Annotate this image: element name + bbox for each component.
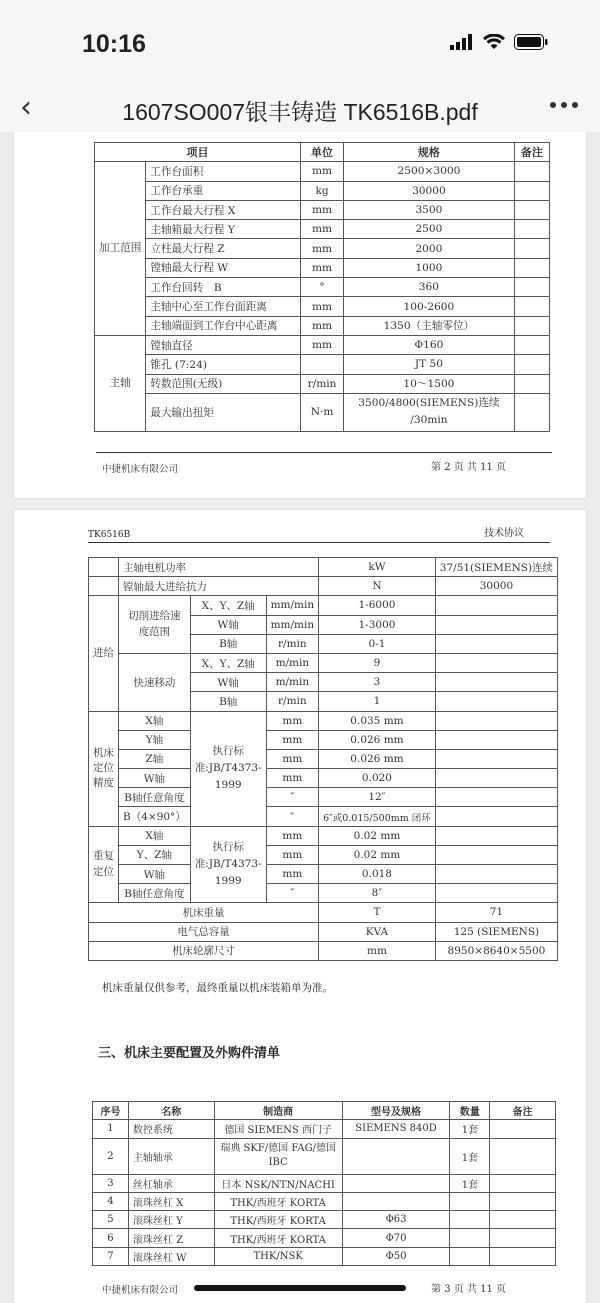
table-cell bbox=[490, 1247, 556, 1265]
table-cell: Y、Z轴 bbox=[119, 845, 191, 864]
table-cell: 125 (SIEMENS) bbox=[435, 922, 557, 941]
table-cell: r/min bbox=[301, 374, 344, 393]
table-cell: 7 bbox=[93, 1247, 129, 1265]
table-cell: 0.026 mm bbox=[319, 749, 436, 768]
table-cell: 100-2600 bbox=[344, 297, 515, 316]
table-cell: 1 bbox=[93, 1120, 129, 1138]
table-row bbox=[89, 941, 558, 960]
table-row bbox=[89, 596, 558, 615]
table-cell: mm bbox=[319, 941, 436, 960]
table-row bbox=[89, 922, 558, 941]
section-positioning-accuracy: 机床定位精度 bbox=[89, 711, 119, 826]
table-row bbox=[89, 807, 558, 826]
table-cell: 滚珠丝杠 Y bbox=[128, 1211, 214, 1229]
parts-list-table bbox=[92, 1101, 556, 1266]
table-row bbox=[89, 653, 558, 672]
table-cell: 数量 bbox=[450, 1102, 490, 1120]
section-spindle: 主轴 bbox=[95, 335, 146, 431]
table-row bbox=[89, 903, 558, 922]
table-cell: 1套 bbox=[450, 1120, 490, 1138]
table-cell: 12″ bbox=[319, 788, 436, 807]
table-cell: Φ63 bbox=[342, 1211, 450, 1229]
table-cell: 0.026 mm bbox=[319, 730, 436, 749]
table-cell bbox=[435, 769, 557, 788]
table-cell: 型号及规格 bbox=[342, 1102, 450, 1120]
table-cell: 2500×3000 bbox=[344, 162, 515, 181]
section-repeat-positioning: 重复定位 bbox=[89, 826, 119, 903]
table-cell: Y轴 bbox=[119, 730, 191, 749]
table-cell: 滚珠丝杠 X bbox=[128, 1192, 214, 1210]
table-cell: 主轴轴承 bbox=[128, 1138, 214, 1174]
table-cell bbox=[490, 1211, 556, 1229]
table-cell bbox=[435, 673, 557, 692]
table-cell: 0.02 mm bbox=[319, 845, 436, 864]
table-cell bbox=[435, 807, 557, 826]
table-cell bbox=[514, 393, 549, 431]
table-cell: 镗轴直径 bbox=[146, 335, 301, 354]
table-cell: 1-3000 bbox=[319, 615, 436, 634]
table-row bbox=[89, 769, 558, 788]
table-row bbox=[95, 297, 550, 316]
table-cell: 镗轴最大行程 W bbox=[146, 258, 301, 277]
table-cell: 立柱最大行程 Z bbox=[146, 239, 301, 258]
more-options-icon[interactable] bbox=[550, 102, 580, 110]
table-row bbox=[89, 730, 558, 749]
table-cell: ″ bbox=[266, 807, 319, 826]
table-cell bbox=[450, 1229, 490, 1247]
table-cell bbox=[490, 1174, 556, 1192]
page-header-doc: 技术协议 bbox=[484, 528, 524, 539]
table-cell: mm bbox=[301, 220, 344, 239]
table-cell: 执行标准:JB/T4373-1999 bbox=[190, 711, 266, 826]
table-cell: 0.018 bbox=[319, 865, 436, 884]
table-cell: B轴 bbox=[190, 634, 266, 653]
table-cell: 1350（主轴零位） bbox=[344, 316, 515, 335]
table-cell bbox=[89, 577, 119, 596]
table-cell: mm bbox=[301, 335, 344, 354]
table-cell: 名称 bbox=[128, 1102, 214, 1120]
table-cell bbox=[435, 730, 557, 749]
table-cell bbox=[514, 355, 549, 374]
table-cell: 6 bbox=[93, 1229, 129, 1247]
table-cell: r/min bbox=[266, 692, 319, 711]
table-cell: mm bbox=[266, 749, 319, 768]
table-row bbox=[95, 316, 550, 335]
table-row bbox=[95, 162, 550, 181]
section-feed: 进给 bbox=[89, 596, 119, 711]
table-cell bbox=[435, 653, 557, 672]
table-row bbox=[93, 1174, 556, 1192]
table-row bbox=[93, 1192, 556, 1210]
wifi-icon bbox=[483, 34, 505, 50]
page-footer-number: 第 2 页 共 11 页 bbox=[431, 462, 506, 473]
table-cell bbox=[514, 335, 549, 354]
table-cell: 0.020 bbox=[319, 769, 436, 788]
table-row bbox=[89, 749, 558, 768]
weight-note: 机床重量仅供参考，最终重量以机床装箱单为准。 bbox=[102, 982, 333, 994]
table-cell bbox=[435, 596, 557, 615]
table-cell: kW bbox=[319, 558, 436, 577]
back-button[interactable]: ‹ bbox=[20, 90, 32, 125]
table-cell: JT 50 bbox=[344, 355, 515, 374]
table-cell: 快速移动 bbox=[119, 653, 191, 711]
table-cell: 8950×8640×5500 bbox=[435, 941, 557, 960]
table-cell: 德国 SIEMENS 西门子 bbox=[214, 1120, 342, 1138]
table-row bbox=[95, 239, 550, 258]
table-cell: W轴 bbox=[119, 865, 191, 884]
table-cell: kg bbox=[301, 181, 344, 200]
table-cell: 主轴箱最大行程 Y bbox=[146, 220, 301, 239]
home-indicator[interactable] bbox=[194, 1285, 406, 1291]
table-cell: KVA bbox=[319, 922, 436, 941]
table-cell: ″ bbox=[266, 788, 319, 807]
table-cell: mm bbox=[301, 297, 344, 316]
table-cell: 执行标准:JB/T4373-1999 bbox=[190, 826, 266, 903]
table-cell: 2 bbox=[93, 1138, 129, 1174]
table-cell: B（4×90°） bbox=[119, 807, 191, 826]
table-row bbox=[89, 711, 558, 730]
table-cell: mm bbox=[266, 845, 319, 864]
table-cell: 工作台最大行程 X bbox=[146, 200, 301, 219]
document-title: 1607SO007银丰铸造 TK6516B.pdf bbox=[122, 99, 478, 125]
table-cell: 切削进给速度范围 bbox=[119, 596, 191, 654]
section-title-config: 三、机床主要配置及外购件清单 bbox=[98, 1046, 281, 1061]
table-cell: SIEMENS 840D bbox=[342, 1120, 450, 1138]
table-cell: Φ160 bbox=[344, 335, 515, 354]
table-cell: mm bbox=[301, 316, 344, 335]
table-cell bbox=[514, 258, 549, 277]
table-cell bbox=[490, 1229, 556, 1247]
table-cell: 机床重量 bbox=[89, 903, 319, 922]
table-cell: 1000 bbox=[344, 258, 515, 277]
table-cell: X、Y、Z轴 bbox=[190, 653, 266, 672]
table-cell: 最大输出扭矩 bbox=[146, 393, 301, 431]
table-cell: 日本 NSK/NTN/NACHI bbox=[214, 1174, 342, 1192]
table-cell: 0.035 mm bbox=[319, 711, 436, 730]
table-cell: 备注 bbox=[490, 1102, 556, 1120]
table-cell bbox=[514, 200, 549, 219]
table-cell bbox=[514, 278, 549, 297]
table-row bbox=[95, 258, 550, 277]
table-cell: W轴 bbox=[119, 769, 191, 788]
table-cell: 镗轴最大进给抗力 bbox=[119, 577, 319, 596]
table-cell: THK/西班牙 KORTA bbox=[214, 1211, 342, 1229]
table-cell bbox=[450, 1247, 490, 1265]
table-cell: 滚珠丝杠 Z bbox=[128, 1229, 214, 1247]
table-cell bbox=[435, 634, 557, 653]
table-cell bbox=[514, 220, 549, 239]
table-cell bbox=[435, 615, 557, 634]
table-cell bbox=[514, 239, 549, 258]
table-cell: mm bbox=[266, 865, 319, 884]
table-cell: 3500 bbox=[344, 200, 515, 219]
table-cell: B轴任意角度 bbox=[119, 788, 191, 807]
table-cell: mm bbox=[266, 826, 319, 845]
table-cell: 主轴中心至工作台面距离 bbox=[146, 297, 301, 316]
table-row bbox=[93, 1229, 556, 1247]
table-cell: 瑞典 SKF/德国 FAG/德国 IBC bbox=[214, 1138, 342, 1174]
table-row bbox=[93, 1247, 556, 1265]
table-cell: mm bbox=[266, 730, 319, 749]
table-cell: THK/西班牙 KORTA bbox=[214, 1229, 342, 1247]
table-cell: mm bbox=[301, 162, 344, 181]
table-cell: Z轴 bbox=[119, 749, 191, 768]
table-cell: 工作台回转 B bbox=[146, 278, 301, 297]
table-cell: N·m bbox=[301, 393, 344, 431]
table-cell: m/min bbox=[266, 653, 319, 672]
table-cell: Φ50 bbox=[342, 1247, 450, 1265]
table-cell bbox=[435, 711, 557, 730]
table-cell bbox=[514, 316, 549, 335]
table-cell: 3 bbox=[93, 1174, 129, 1192]
table-cell: 转数范围(无级) bbox=[146, 374, 301, 393]
table-cell: 9 bbox=[319, 653, 436, 672]
table-cell bbox=[89, 558, 119, 577]
table-cell: 4 bbox=[93, 1192, 129, 1210]
table-cell: 机床轮廓尺寸 bbox=[89, 941, 319, 960]
table-cell: mm/min bbox=[266, 615, 319, 634]
table-cell: 360 bbox=[344, 278, 515, 297]
table-cell: 序号 bbox=[93, 1102, 129, 1120]
table-cell: THK/西班牙 KORTA bbox=[214, 1192, 342, 1210]
table-cell bbox=[435, 692, 557, 711]
table-cell: 丝杠轴承 bbox=[128, 1174, 214, 1192]
table-cell: 30000 bbox=[435, 577, 557, 596]
table-cell: 5 bbox=[93, 1211, 129, 1229]
status-bar bbox=[0, 0, 600, 88]
table-row bbox=[89, 884, 558, 903]
table-cell: mm bbox=[266, 769, 319, 788]
table-row bbox=[93, 1138, 556, 1174]
table-cell bbox=[301, 355, 344, 374]
table-cell: 8″ bbox=[319, 884, 436, 903]
table-cell: mm/min bbox=[266, 596, 319, 615]
table-cell bbox=[514, 374, 549, 393]
page-footer-number: 第 3 页 共 11 页 bbox=[431, 1284, 506, 1295]
table-cell: 6″或0.015/500mm 闭环 bbox=[319, 807, 436, 826]
table-row bbox=[89, 577, 558, 596]
table-cell: 1套 bbox=[450, 1138, 490, 1174]
table-cell bbox=[514, 297, 549, 316]
table-row bbox=[95, 181, 550, 200]
table-row bbox=[89, 845, 558, 864]
table-cell bbox=[490, 1120, 556, 1138]
table-cell: 1套 bbox=[450, 1174, 490, 1192]
table-row bbox=[95, 200, 550, 219]
table-cell bbox=[450, 1192, 490, 1210]
table-cell: 37/51(SIEMENS)连续 bbox=[435, 558, 557, 577]
table-header-note: 备注 bbox=[514, 143, 549, 162]
pdf-page-3 bbox=[14, 510, 586, 1303]
table-cell: X轴 bbox=[119, 711, 191, 730]
table-cell: 锥孔 (7:24) bbox=[146, 355, 301, 374]
table-cell: 1 bbox=[319, 692, 436, 711]
main-spec-table bbox=[94, 142, 550, 432]
table-row bbox=[89, 865, 558, 884]
table-cell bbox=[435, 826, 557, 845]
table-cell: 3500/4800(SIEMENS)连续 /30min bbox=[344, 393, 515, 431]
table-cell: Φ70 bbox=[342, 1229, 450, 1247]
page-header-model: TK6516B bbox=[88, 530, 131, 540]
table-cell: mm bbox=[266, 711, 319, 730]
table-cell: B轴任意角度 bbox=[119, 884, 191, 903]
table-cell: 10～1500 bbox=[344, 374, 515, 393]
table-cell: 数控系统 bbox=[128, 1120, 214, 1138]
table-cell: 0.02 mm bbox=[319, 826, 436, 845]
table-row bbox=[95, 374, 550, 393]
footer-rule bbox=[96, 452, 552, 453]
pdf-page-2 bbox=[14, 132, 586, 498]
table-cell bbox=[435, 865, 557, 884]
table-row bbox=[93, 1120, 556, 1138]
table-cell: 电气总容量 bbox=[89, 922, 319, 941]
table-cell bbox=[435, 788, 557, 807]
feed-accuracy-table bbox=[88, 557, 558, 961]
table-cell bbox=[450, 1211, 490, 1229]
table-cell: T bbox=[319, 903, 436, 922]
table-header-item: 项目 bbox=[95, 143, 301, 162]
table-cell: 3 bbox=[319, 673, 436, 692]
table-cell: W轴 bbox=[190, 615, 266, 634]
table-row bbox=[95, 393, 550, 431]
table-row bbox=[89, 788, 558, 807]
table-cell: 0-1 bbox=[319, 634, 436, 653]
table-row bbox=[95, 335, 550, 354]
status-icons bbox=[450, 34, 548, 50]
table-row bbox=[93, 1211, 556, 1229]
pdf-viewer[interactable] bbox=[0, 132, 600, 1303]
table-cell: ° bbox=[301, 278, 344, 297]
table-row bbox=[95, 220, 550, 239]
table-cell bbox=[342, 1174, 450, 1192]
table-cell bbox=[435, 884, 557, 903]
table-cell: X、Y、Z轴 bbox=[190, 596, 266, 615]
table-cell: 2000 bbox=[344, 239, 515, 258]
table-cell: N bbox=[319, 577, 436, 596]
table-cell: 工作台承重 bbox=[146, 181, 301, 200]
table-cell: 主轴电机功率 bbox=[119, 558, 319, 577]
table-cell: ″ bbox=[266, 884, 319, 903]
table-row bbox=[95, 278, 550, 297]
table-cell: X轴 bbox=[119, 826, 191, 845]
table-cell: 71 bbox=[435, 903, 557, 922]
table-cell bbox=[490, 1192, 556, 1210]
table-cell bbox=[490, 1138, 556, 1174]
battery-icon bbox=[514, 34, 548, 50]
table-cell: 30000 bbox=[344, 181, 515, 200]
table-cell: B轴 bbox=[190, 692, 266, 711]
cellular-signal-icon bbox=[450, 34, 474, 50]
page-footer-company: 中捷机床有限公司 bbox=[102, 1285, 179, 1296]
table-cell: mm bbox=[301, 258, 344, 277]
table-row bbox=[95, 355, 550, 374]
table-cell bbox=[342, 1192, 450, 1210]
table-cell bbox=[435, 845, 557, 864]
pdf-navigation-bar bbox=[0, 88, 600, 132]
page-footer-company: 中捷机床有限公司 bbox=[102, 464, 179, 475]
table-cell bbox=[514, 181, 549, 200]
table-cell: mm bbox=[301, 200, 344, 219]
table-cell: r/min bbox=[266, 634, 319, 653]
table-header-spec: 规格 bbox=[344, 143, 515, 162]
table-cell: W轴 bbox=[190, 673, 266, 692]
header-rule bbox=[88, 542, 550, 543]
table-row bbox=[89, 826, 558, 845]
table-cell bbox=[342, 1138, 450, 1174]
table-cell: 制造商 bbox=[214, 1102, 342, 1120]
table-cell: 1-6000 bbox=[319, 596, 436, 615]
table-cell: 工作台面积 bbox=[146, 162, 301, 181]
table-cell bbox=[435, 749, 557, 768]
table-cell: 2500 bbox=[344, 220, 515, 239]
table-header-unit: 单位 bbox=[301, 143, 344, 162]
table-cell: 滚珠丝杠 W bbox=[128, 1247, 214, 1265]
table-cell: mm bbox=[301, 239, 344, 258]
table-header-row bbox=[93, 1102, 556, 1120]
table-cell: 主轴端面到工作台中心距离 bbox=[146, 316, 301, 335]
table-cell: m/min bbox=[266, 673, 319, 692]
table-cell bbox=[514, 162, 549, 181]
section-machining-range: 加工范围 bbox=[95, 162, 146, 336]
table-row bbox=[89, 558, 558, 577]
table-cell: THK/NSK bbox=[214, 1247, 342, 1265]
status-time: 10:16 bbox=[82, 30, 146, 58]
